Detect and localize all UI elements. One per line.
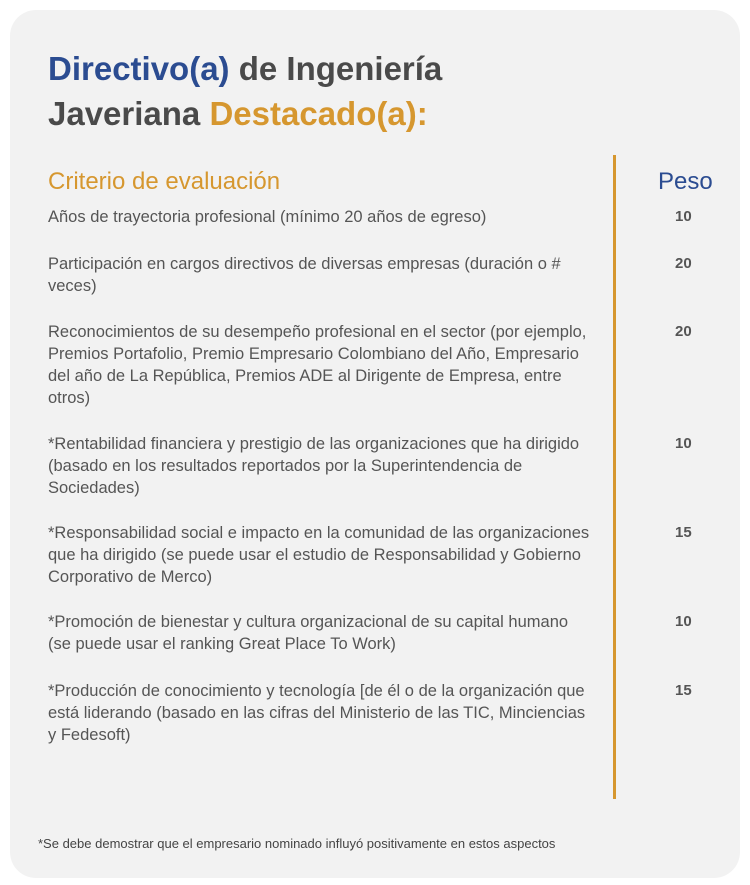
weight-value: 20 [675,255,692,272]
criteria-row [48,522,728,588]
criterion-text: Años de trayectoria profesional (mínimo 20 años de egreso) [48,208,487,226]
title-text-2: Javeriana [48,95,210,132]
criterion-text: Reconocimientos de su desempeño profesional en el sector (por ejemplo, Premios Portafolio, Premio Empresario Colombiano del Año, Empresario del año de La República, Premios ADE al Dirigente de Empresa, entre otros) [48,323,587,407]
criterion-text: *Producción de conocimiento y tecnología [de él o de la organización que está liderando (basado en las cifras del Ministerio de las TIC, Minciencias y Fedesoft) [48,682,586,744]
title-text: de Ingeniería [229,50,443,87]
weight-value: 15 [675,682,692,699]
weight-value: 10 [675,435,692,452]
weight-value: 10 [675,613,692,630]
criteria-row [48,433,728,499]
criterion-text: *Responsabilidad social e impacto en la comunidad de las organizaciones que ha dirigido (se puede usar el estudio de Responsabilidad y Gobierno Corporativo de Merco) [48,524,590,586]
title-highlight-gold: Destacado(a): [209,95,428,132]
weight-column-header: Peso [658,168,713,195]
criteria-row [48,680,728,746]
criterion-text: *Rentabilidad financiera y prestigio de las organizaciones que ha dirigido (basado en los resultados reportados por la Superintendencia de Sociedades) [48,435,580,497]
weight-value: 10 [675,208,692,225]
criteria-row [48,611,728,655]
criterion-column-header: Criterio de evaluación [48,168,281,195]
criteria-row [48,321,728,409]
weight-value: 15 [675,524,692,541]
footnote: *Se debe demostrar que el empresario nominado influyó positivamente en estos aspectos [38,836,556,851]
page-title [48,46,442,136]
criteria-row [48,253,728,297]
criterion-text: *Promoción de bienestar y cultura organizacional de su capital humano (se puede usar el ranking Great Place To Work) [48,613,569,653]
criterion-text: Participación en cargos directivos de diversas empresas (duración o # veces) [48,255,561,295]
criteria-card [10,10,740,878]
criteria-row [48,206,728,228]
title-highlight-blue: Directivo(a) [48,50,230,87]
weight-value: 20 [675,323,692,340]
